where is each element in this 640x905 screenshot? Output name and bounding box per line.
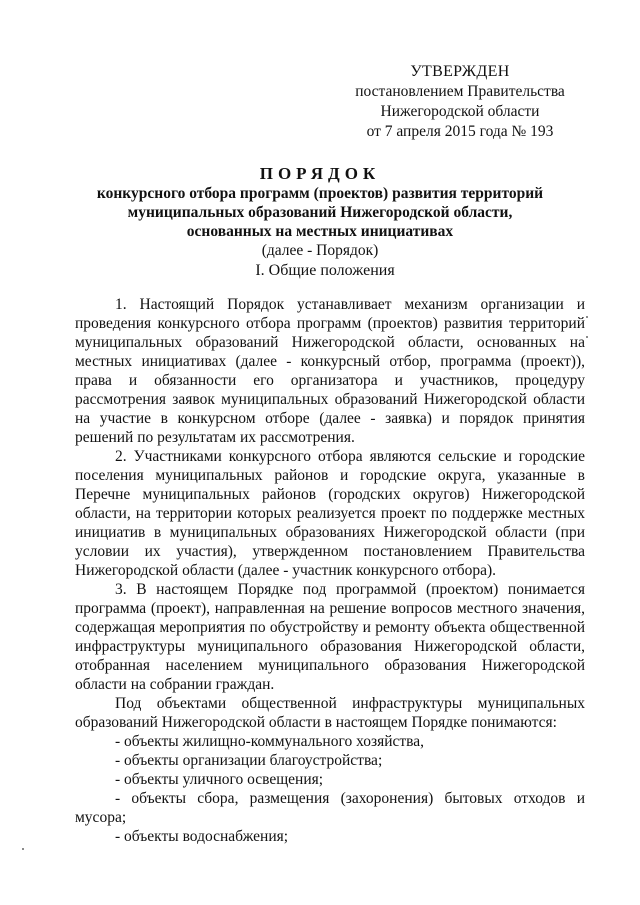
list-item: - объекты сбора, размещения (захоронения) бытовых отходов и мусора; — [75, 790, 585, 826]
title-note: (далее - Порядок) — [261, 242, 379, 259]
approval-line: Нижегородской области — [380, 103, 540, 120]
title-subtitle: муниципальных образований Нижегородской области, — [127, 204, 513, 221]
scan-speck — [586, 336, 588, 338]
paragraph: 3. В настоящем Порядке под программой (проектом) понимается программа (проект), направленная на решение вопросов местного значения, содержащая мероприятия по обустройству и ремонту объекта общественной инфраструктуры муниципального образования Нижегородской области, отобранная населением муниципального образования Нижегородской области на собрании граждан. — [75, 581, 585, 693]
approval-header: УТВЕРЖДЕН — [410, 63, 510, 80]
list-item: - объекты уличного освещения; — [115, 771, 324, 788]
scan-speck — [22, 848, 24, 850]
title-subtitle: основанных на местных инициативах — [186, 223, 454, 240]
approval-stamp — [335, 62, 585, 142]
list-item: - объекты организации благоустройства; — [115, 752, 383, 769]
approval-line: от 7 апреля 2015 года № 193 — [366, 123, 554, 140]
document-title — [95, 164, 545, 260]
title-subtitle: конкурсного отбора программ (проектов) развития территорий — [96, 185, 544, 202]
title-main: ПОРЯДОК — [259, 164, 381, 183]
section-heading: I. Общие положения — [255, 262, 395, 279]
list-item: - объекты водоснабжения; — [115, 828, 289, 845]
paragraph: Под объектами общественной инфраструктуры муниципальных образований Нижегородской области в настоящем Порядке понимаются: — [75, 695, 585, 731]
paragraph: 1. Настоящий Порядок устанавливает механизм организации и проведения конкурсного отбора программ (проектов) развития территорий муниципальных образований Нижегородской области, основанных на местных инициативах (далее - конкурсный отбор, программа (проект)), права и обязанности его организатора и участников, процедуру рассмотрения заявок муниципальных образований Нижегородской области на участие в конкурсном отборе (далее - заявка) и порядок принятия решений по результатам их рассмотрения. — [75, 296, 585, 446]
paragraph: 2. Участниками конкурсного отбора являются сельские и городские поселения муниципальных районов и городские округа, указанные в Перечне муниципальных районов (городских округов) Нижегородской области, на территории которых реализуется проект по поддержке местных инициатив в муниципальных образованиях Нижегородской области (при условии их участия), утвержденном постановлением Правительства Нижегородской области (далее - участник конкурсного отбора). — [75, 448, 585, 579]
document-body — [75, 295, 585, 846]
list-item: - объекты жилищно-коммунального хозяйства, — [115, 733, 425, 750]
approval-line: постановлением Правительства — [355, 83, 565, 100]
scan-speck — [586, 316, 588, 318]
